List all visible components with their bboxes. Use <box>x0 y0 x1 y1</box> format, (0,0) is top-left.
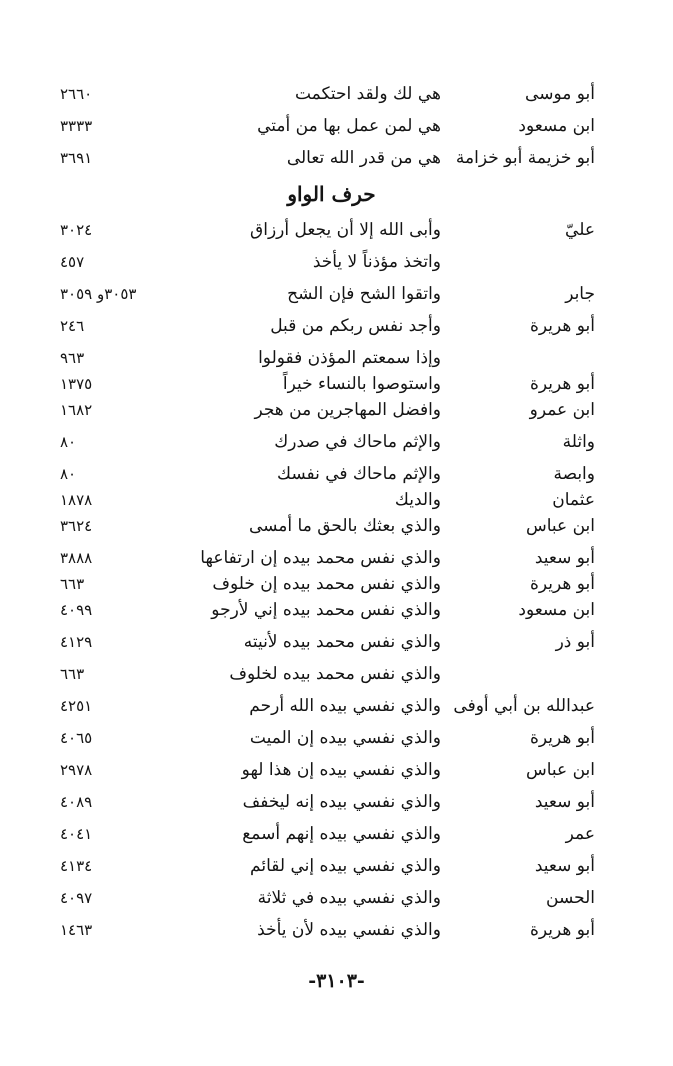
index-entry <box>0 310 673 342</box>
index-entry <box>0 142 673 174</box>
hadith-incipit: والذي نفس محمد بيده إن خلوف <box>212 574 441 594</box>
index-entry <box>0 490 673 510</box>
hadith-incipit: والذي نفسي بيده الله أرحم <box>249 696 441 716</box>
index-entry <box>0 110 673 142</box>
hadith-incipit: والإثم ماحاك في نفسك <box>277 464 441 484</box>
narrator-name: ابن مسعود <box>518 116 595 136</box>
hadith-incipit: والذي نفسي بيده إن هذا لهو <box>241 760 441 780</box>
narrator-name: ابن عمرو <box>529 400 595 420</box>
hadith-number: ٦٦٣ <box>60 575 85 593</box>
hadith-incipit: والذي نفسي بيده لأن يأخذ <box>257 920 441 940</box>
index-entry <box>0 542 673 574</box>
index-entry <box>0 246 673 278</box>
hadith-incipit: هي لك ولقد احتكمت <box>294 84 441 104</box>
narrator-name: ابن عباس <box>525 760 595 780</box>
hadith-number: ٢٦٦٠ <box>60 85 93 103</box>
index-entry <box>0 594 673 626</box>
hadith-incipit: هي لمن عمل بها من أمتي <box>257 116 441 136</box>
index-entry <box>0 374 673 394</box>
hadith-incipit: واتقوا الشح فإن الشح <box>287 284 441 304</box>
narrator-name: عليّ <box>565 220 595 240</box>
narrator-name: أبو خزيمة أبو خزامة <box>455 148 595 168</box>
narrator-name: واثلة <box>562 432 595 452</box>
narrator-name: أبو هريرة <box>529 316 595 336</box>
hadith-number: ٨٠ <box>60 433 77 451</box>
index-rows <box>0 78 673 946</box>
hadith-number: ٢٤٦ <box>60 317 85 335</box>
hadith-number: ١٦٨٢ <box>60 401 93 419</box>
narrator-name: أبو هريرة <box>529 728 595 748</box>
hadith-number: ٣٠٥٣و ٣٠٥٩ <box>60 285 137 303</box>
index-entry <box>0 394 673 426</box>
index-entry <box>0 626 673 658</box>
hadith-number: ٣٦٢٤ <box>60 517 93 535</box>
hadith-incipit: والذي نفسي بيده إني لقائم <box>250 856 441 876</box>
hadith-incipit: وأبى الله إلا أن يجعل أرزاق <box>250 220 441 240</box>
index-entry <box>0 510 673 542</box>
hadith-number: ٤٠٩٧ <box>60 889 93 907</box>
narrator-name: أبو سعيد <box>534 548 595 568</box>
narrator-name: عمر <box>565 824 595 844</box>
hadith-number: ١٣٧٥ <box>60 375 93 393</box>
narrator-name: ابن عباس <box>525 516 595 536</box>
hadith-number: ٤٠٦٥ <box>60 729 93 747</box>
index-entry <box>0 850 673 882</box>
hadith-incipit: هي من قدر الله تعالى <box>286 148 441 168</box>
hadith-number: ٤٢٥١ <box>60 697 93 715</box>
index-entry <box>0 786 673 818</box>
hadith-number: ٣٦٩١ <box>60 149 93 167</box>
hadith-incipit: والإثم ماحاك في صدرك <box>274 432 441 452</box>
hadith-number: ٤١٢٩ <box>60 633 93 651</box>
hadith-incipit: والذي نفس محمد بيده إن ارتفاعها <box>200 548 441 568</box>
index-entry <box>0 722 673 754</box>
index-entry <box>0 342 673 374</box>
hadith-number: ٣٣٣٣ <box>60 117 93 135</box>
narrator-name: أبو سعيد <box>534 856 595 876</box>
page-number: -٣١٠٣- <box>308 970 365 992</box>
hadith-incipit: وافضل المهاجرين من هجر <box>254 400 441 420</box>
index-entry <box>0 458 673 490</box>
index-entry <box>0 818 673 850</box>
index-entry <box>0 914 673 946</box>
narrator-name: أبو هريرة <box>529 574 595 594</box>
hadith-incipit: وأجد نفس ربكم من قبل <box>270 316 441 336</box>
index-entry <box>0 658 673 690</box>
hadith-number: ١٨٧٨ <box>60 491 93 509</box>
hadith-number: ٤٠٤١ <box>60 825 93 843</box>
hadith-number: ٩٦٣ <box>60 349 85 367</box>
narrator-name: أبو سعيد <box>534 792 595 812</box>
hadith-number: ٣٨٨٨ <box>60 549 93 567</box>
hadith-number: ٤٠٩٩ <box>60 601 93 619</box>
hadith-incipit: واتخذ مؤذناً لا يأخذ <box>312 252 441 272</box>
hadith-number: ٢٩٧٨ <box>60 761 93 779</box>
narrator-name: أبو هريرة <box>529 374 595 394</box>
narrator-name: جابر <box>565 284 595 304</box>
hadith-incipit: والذي نفس محمد بيده لأنيته <box>243 632 441 652</box>
hadith-incipit: والديك <box>394 490 441 510</box>
hadith-incipit: والذي نفسي بيده إنهم أسمع <box>242 824 441 844</box>
index-entry <box>0 882 673 914</box>
index-entry <box>0 214 673 246</box>
hadith-incipit: والذي بعثك بالحق ما أمسى <box>248 516 441 536</box>
hadith-incipit: والذي نفس محمد بيده لخلوف <box>229 664 441 684</box>
hadith-number: ٦٦٣ <box>60 665 85 683</box>
hadith-number: ٣٠٢٤ <box>60 221 93 239</box>
hadith-number: ٨٠ <box>60 465 77 483</box>
hadith-incipit: واستوصوا بالنساء خيراً <box>282 374 441 394</box>
index-entry <box>0 426 673 458</box>
narrator-name: أبو هريرة <box>529 920 595 940</box>
narrator-name: ابن مسعود <box>518 600 595 620</box>
hadith-number: ٤٥٧ <box>60 253 85 271</box>
narrator-name: الحسن <box>546 888 595 908</box>
index-entry <box>0 574 673 594</box>
hadith-incipit: والذي نفسي بيده في ثلاثة <box>257 888 441 908</box>
narrator-name: عثمان <box>552 490 595 510</box>
index-entry <box>0 278 673 310</box>
narrator-name: أبو ذر <box>555 632 595 652</box>
index-entry <box>0 754 673 786</box>
section-heading: حرف الواو <box>287 182 376 206</box>
hadith-number: ٤٠٨٩ <box>60 793 93 811</box>
hadith-incipit: والذي نفس محمد بيده إني لأرجو <box>211 600 441 620</box>
index-entry <box>0 690 673 722</box>
narrator-name: وابصة <box>553 464 595 484</box>
narrator-name: أبو موسى <box>525 84 595 104</box>
hadith-incipit: والذي نفسي بيده إن الميت <box>249 728 441 748</box>
narrator-name: عبدالله بن أبي أوفى <box>453 696 595 716</box>
hadith-number: ١٤٦٣ <box>60 921 93 939</box>
hadith-incipit: والذي نفسي بيده إنه ليخفف <box>242 792 441 812</box>
hadith-number: ٤١٣٤ <box>60 857 93 875</box>
index-entry <box>0 78 673 110</box>
hadith-incipit: وإذا سمعتم المؤذن فقولوا <box>258 348 441 368</box>
